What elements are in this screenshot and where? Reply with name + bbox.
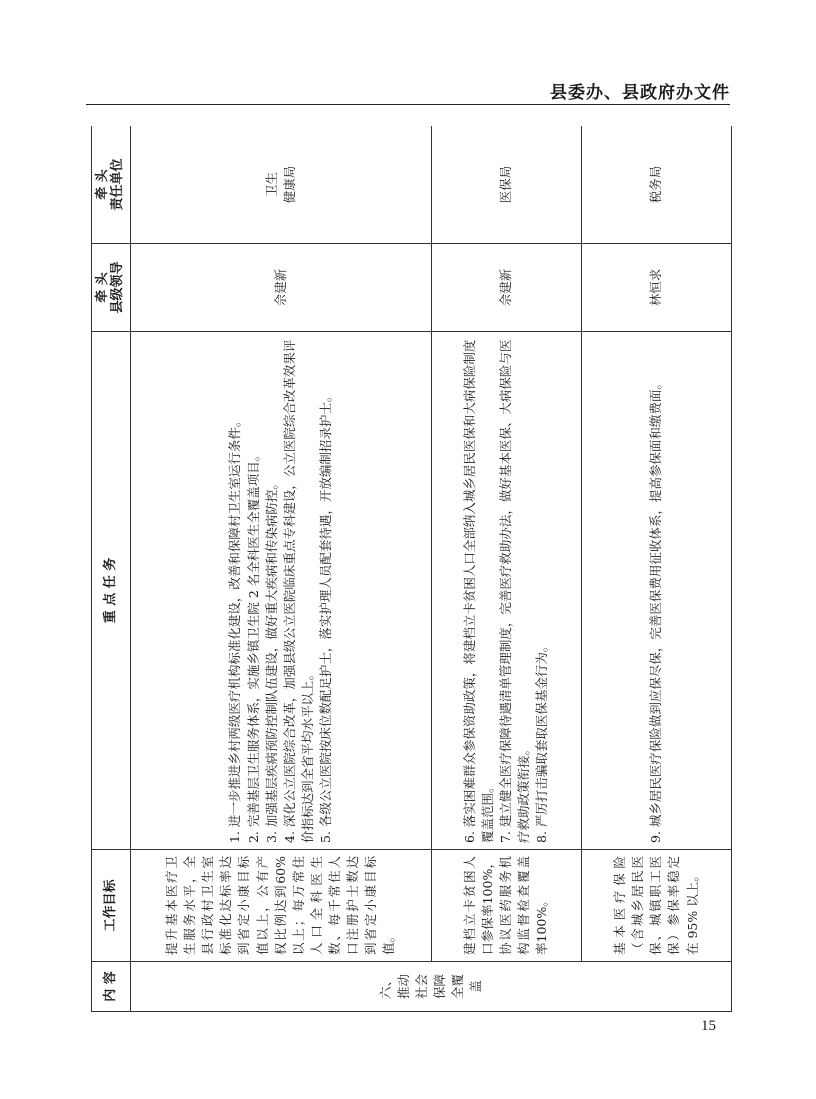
task-item: 3. 加强基层疾病预防控制队伍建设，做好重大疾病和传染病防控。 xyxy=(263,477,279,843)
task-item: 1. 进一步推进乡村两级医疗机构标准化建设，改善和保障村卫生室运行条件。 xyxy=(227,414,243,843)
unit-cell: 医保局 xyxy=(431,126,581,244)
table-row xyxy=(131,126,431,1012)
table-row xyxy=(581,126,731,1012)
unit-cell xyxy=(131,126,431,244)
section-label: 六、推动社会保障全覆盖 xyxy=(377,974,484,1000)
document-header-title: 县委办、县政府办文件 xyxy=(550,83,730,103)
task-table-region xyxy=(91,126,732,1012)
tasks-cell xyxy=(431,332,581,850)
task-item: 7. 建立健全医疗保障待遇清单管理制度，完善医疗救助办法，做好基本医保、大病保险与医疗救助政策衔接。 xyxy=(498,339,532,843)
section-label-cell xyxy=(131,962,732,1012)
task-item: 4. 深化公立医院综合改革，加强县级公立医院临床重点专科建设，公立医院综合改革效果评价指标达到全省平均水平以上。 xyxy=(281,339,315,843)
task-table xyxy=(91,126,732,1012)
leader-cell: 佘建新 xyxy=(131,244,431,332)
task-item: 8. 严厉打击骗取套取医保基金行为。 xyxy=(534,639,550,843)
header-tasks: 重 点 任 务 xyxy=(92,332,131,850)
unit-cell: 税务局 xyxy=(581,126,731,244)
header-leader: 牵 头 县级领导 xyxy=(92,244,131,332)
leader-cell: 佘建新 xyxy=(431,244,581,332)
table-header-row xyxy=(92,126,131,1012)
task-item: 2. 完善基层卫生服务体系，实施乡镇卫生院 2 名全科医生全覆盖项目。 xyxy=(245,448,261,843)
header-content: 内 容 xyxy=(92,962,131,1012)
unit-line: 卫生 xyxy=(263,172,279,198)
header-rule xyxy=(86,104,730,105)
task-item: 9. 城乡居民医疗保险做到应保尽保，完善医保费用征收体系，提高参保面和缴费面。 xyxy=(648,377,664,843)
table-row xyxy=(431,126,581,1012)
rotated-table-container xyxy=(91,126,732,1012)
header-goal: 工作目标 xyxy=(92,850,131,962)
tasks-cell xyxy=(131,332,431,850)
goal-cell: 建档立卡贫困人口参保率100%，协议医药服务机构监督检查覆盖率100%。 xyxy=(431,850,581,962)
unit-line: 健康局 xyxy=(281,165,297,204)
task-item: 6. 落实困难群众参保资助政策，将建档立卡贫困人口全部纳入城乡居民医保和大病保险制度覆盖范围。 xyxy=(461,339,495,843)
tasks-cell xyxy=(581,332,731,850)
page-number: 15 xyxy=(701,1018,716,1034)
goal-cell: 基本医疗保险（含城乡居民医保、城镇职工医保）参保率稳定在 95% 以上。 xyxy=(581,850,731,962)
header-unit: 牵 头 责任单位 xyxy=(92,126,131,244)
leader-cell: 林恒求 xyxy=(581,244,731,332)
goal-cell: 提升基本医疗卫生服务水平，全县行政村卫生室标准化达标率达到省定小康目标值以上，公有产权比例达到60%以上；每万常住人口全科医生数、每千常住人口注册护士数达到省定小康目标值。 xyxy=(131,850,431,962)
task-item: 5. 各级公立医院按床位数配足护士，落实护理人员配套待遇，开放编制招录护士。 xyxy=(318,389,334,843)
